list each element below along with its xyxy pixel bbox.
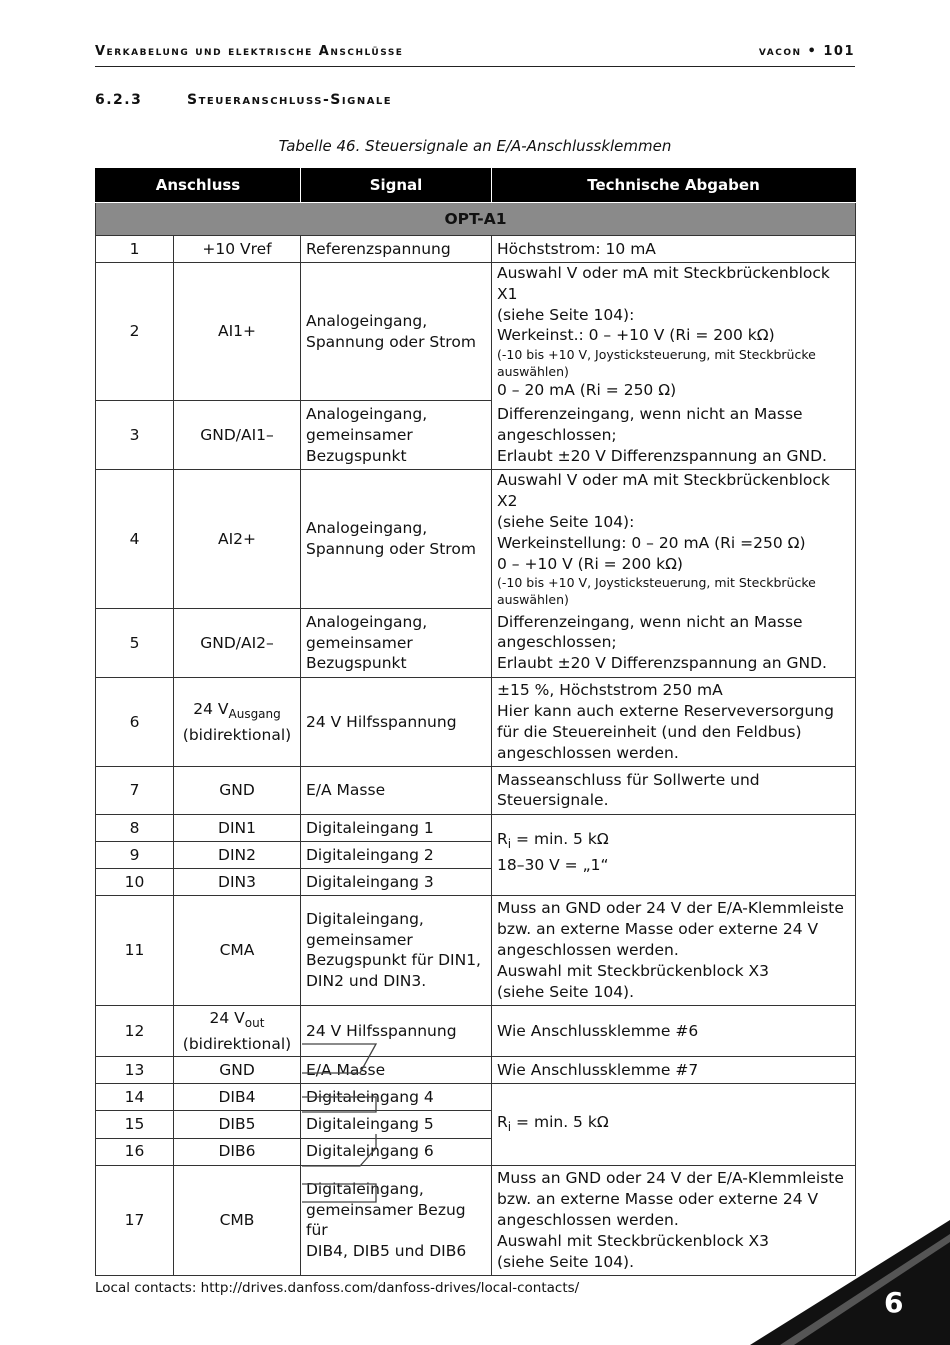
spec-line: angeschlossen werden. [497,743,679,762]
spec-line: Auswahl mit Steckbrückenblock X3 [497,1231,769,1250]
signal-line: gemeinsamer [306,930,413,949]
term-main: 24 V [209,1008,245,1027]
signal-line: Digitaleingang, [306,909,424,928]
spec-ri: R [497,1112,508,1131]
col-header-spec: Technische Abgaben [492,169,856,203]
term-subscript: out [244,1015,265,1030]
terminal-name: GND/AI1– [174,401,301,470]
terminal-name: DIN2 [174,841,301,868]
terminal-name: GND [174,1056,301,1083]
signal-line: Analogeingang, [306,612,428,631]
signal-cell: Digitaleingang 4 [301,1083,492,1110]
terminal-number: 6 [96,677,174,766]
spec-line: 18–30 V = „1“ [497,855,609,874]
spec-line: Differenzeingang, wenn nicht an Masse [497,612,803,631]
signal-line: gemeinsamer [306,426,413,445]
terminal-name: DIB4 [174,1083,301,1110]
chapter-number: 6 [884,1286,904,1319]
terminal-number: 10 [96,868,174,895]
signal-cell: Digitaleingang 2 [301,841,492,868]
term-note: (bidirektional) [182,725,292,744]
terminal-number: 17 [96,1165,174,1275]
spec-line: Muss an GND oder 24 V der E/A-Klemmleiste [497,1169,844,1188]
terminal-number: 12 [96,1005,174,1056]
signal-line: Bezugspunkt [306,654,407,673]
spec-line: 0 – 20 mA (Ri = 250 Ω) [497,381,677,400]
spec-line: Werkeinst.: 0 – +10 V (Ri = 200 kΩ) [497,326,775,345]
spec-line: Muss an GND oder 24 V der E/A-Klemmleiste [497,899,844,918]
terminal-name: GND [174,766,301,814]
spec-line: Erlaubt ±20 V Differenzspannung an GND. [497,446,827,465]
signal-line: gemeinsamer Bezug für [306,1200,466,1240]
terminal-number: 11 [96,895,174,1005]
terminal-number: 3 [96,401,174,470]
terminal-name: CMB [174,1165,301,1275]
spec-note: (-10 bis +10 V, Joysticksteuerung, mit Steckbrücke auswählen) [497,347,816,380]
term-note: (bidirektional) [182,1034,292,1053]
spec-ri-sub: i [507,1119,512,1134]
signal-line: gemeinsamer [306,633,413,652]
spec-line: Auswahl V oder mA mit Steckbrückenblock X1 [497,264,830,303]
signal-line: Analogeingang, [306,405,428,424]
spec-ri-sub: i [507,837,512,852]
spec-line: Hier kann auch externe Reserveversorgung [497,702,834,721]
terminal-name: DIN3 [174,868,301,895]
signal-cell: Digitaleingang 3 [301,868,492,895]
signal-line: Digitaleingang, [306,1179,424,1198]
spec-line: angeschlossen; [497,633,617,652]
signal-cell: Digitaleingang 6 [301,1138,492,1165]
spec-line: (siehe Seite 104): [497,513,635,532]
spec-line: 0 – +10 V (Ri = 200 kΩ) [497,554,683,573]
signal-line: Bezugspunkt [306,446,407,465]
signal-line: Spannung oder Strom [306,540,476,559]
spec-note: (-10 bis +10 V, Joysticksteuerung, mit Steckbrücke auswählen) [497,575,816,608]
spec-cell: Wie Anschlussklemme #6 [492,1005,856,1056]
spec-line: ±15 %, Höchststrom 250 mA [497,681,723,700]
spec-line: Differenzeingang, wenn nicht an Masse [497,405,803,424]
col-header-terminal: Anschluss [96,169,301,203]
terminal-name: CMA [174,895,301,1005]
terminal-name: AI2+ [174,470,301,608]
terminal-number: 14 [96,1083,174,1110]
bracket-line [302,1184,376,1202]
term-main: 24 V [193,699,229,718]
spec-line: bzw. an externe Masse oder externe 24 V [497,920,819,939]
terminal-name: AI1+ [174,263,301,401]
bracket-line [302,1134,376,1166]
signal-cell: Referenzspannung [301,236,492,263]
terminal-number: 7 [96,766,174,814]
signal-line: Analogeingang, [306,311,428,330]
group-label: OPT-A1 [96,203,856,236]
section-number: 6.2.3 [95,92,143,108]
spec-ri-value: = min. 5 kΩ [511,1112,609,1131]
spec-line: (siehe Seite 104): [497,305,635,324]
spec-cell: Wie Anschlussklemme #7 [492,1056,856,1083]
spec-line: Steuersignale. [497,791,609,810]
col-header-signal: Signal [301,169,492,203]
spec-line: (siehe Seite 104). [497,1252,635,1271]
header-chapter-title: Verkabelung und elektrische Anschlüsse [95,44,404,59]
terminal-name: DIB5 [174,1111,301,1138]
spec-ri-value: = min. 5 kΩ [511,829,609,848]
signal-line: Bezugspunkt für DIN1, [306,951,481,970]
terminal-name: +10 Vref [174,236,301,263]
terminal-number: 8 [96,814,174,841]
terminal-number: 1 [96,236,174,263]
signal-cell: E/A Masse [301,1056,492,1083]
spec-line: bzw. an externe Masse oder externe 24 V [497,1190,819,1209]
footer-contacts: Local contacts: http://drives.danfoss.com/danfoss-drives/local-contacts/ [95,1280,580,1296]
spec-ri: R [497,829,508,848]
corner-tab-graphic [750,1220,950,1345]
signal-line: Spannung oder Strom [306,332,476,351]
signal-cell: Digitaleingang 1 [301,814,492,841]
spec-line: Masseanschluss für Sollwerte und [497,770,760,789]
table-caption: Tabelle 46. Steuersignale an E/A-Anschlussklemmen [278,137,672,155]
spec-line: für die Steuereinheit (und den Feldbus) [497,722,802,741]
section-title: Steueranschluss-Signale [187,92,393,108]
spec-line: Auswahl V oder mA mit Steckbrückenblock X2 [497,471,830,511]
signal-line: DIB4, DIB5 und DIB6 [306,1242,467,1261]
signal-cell: 24 V Hilfsspannung [301,677,492,766]
signal-cell: 24 V Hilfsspannung [301,1005,492,1056]
header-page-ref: vacon • 101 [758,44,855,59]
spec-line: angeschlossen; [497,425,617,444]
signal-line: DIN2 und DIN3. [306,972,427,991]
signal-cell: Digitaleingang 5 [301,1111,492,1138]
terminal-number: 16 [96,1138,174,1165]
terminal-number: 2 [96,263,174,401]
spec-line: Auswahl mit Steckbrückenblock X3 [497,961,769,980]
terminal-name: DIN1 [174,814,301,841]
term-subscript: Ausgang [228,706,281,721]
bracket-line [302,1044,376,1073]
spec-line: angeschlossen werden. [497,941,679,960]
terminal-number: 15 [96,1111,174,1138]
terminal-number: 4 [96,470,174,608]
terminal-number: 9 [96,841,174,868]
spec-cell: Höchststrom: 10 mA [492,236,856,263]
bracket-line [302,1097,376,1112]
signal-cell: E/A Masse [301,766,492,814]
terminal-number: 5 [96,608,174,677]
terminal-name: DIB6 [174,1138,301,1165]
spec-line: Erlaubt ±20 V Differenzspannung an GND. [497,654,827,673]
signal-line: Analogeingang, [306,519,428,538]
spec-line: Werkeinstellung: 0 – 20 mA (Ri =250 Ω) [497,533,806,552]
spec-line: (siehe Seite 104). [497,982,635,1001]
terminal-name: GND/AI2– [174,608,301,677]
terminal-number: 13 [96,1056,174,1083]
spec-line: angeschlossen werden. [497,1211,679,1230]
